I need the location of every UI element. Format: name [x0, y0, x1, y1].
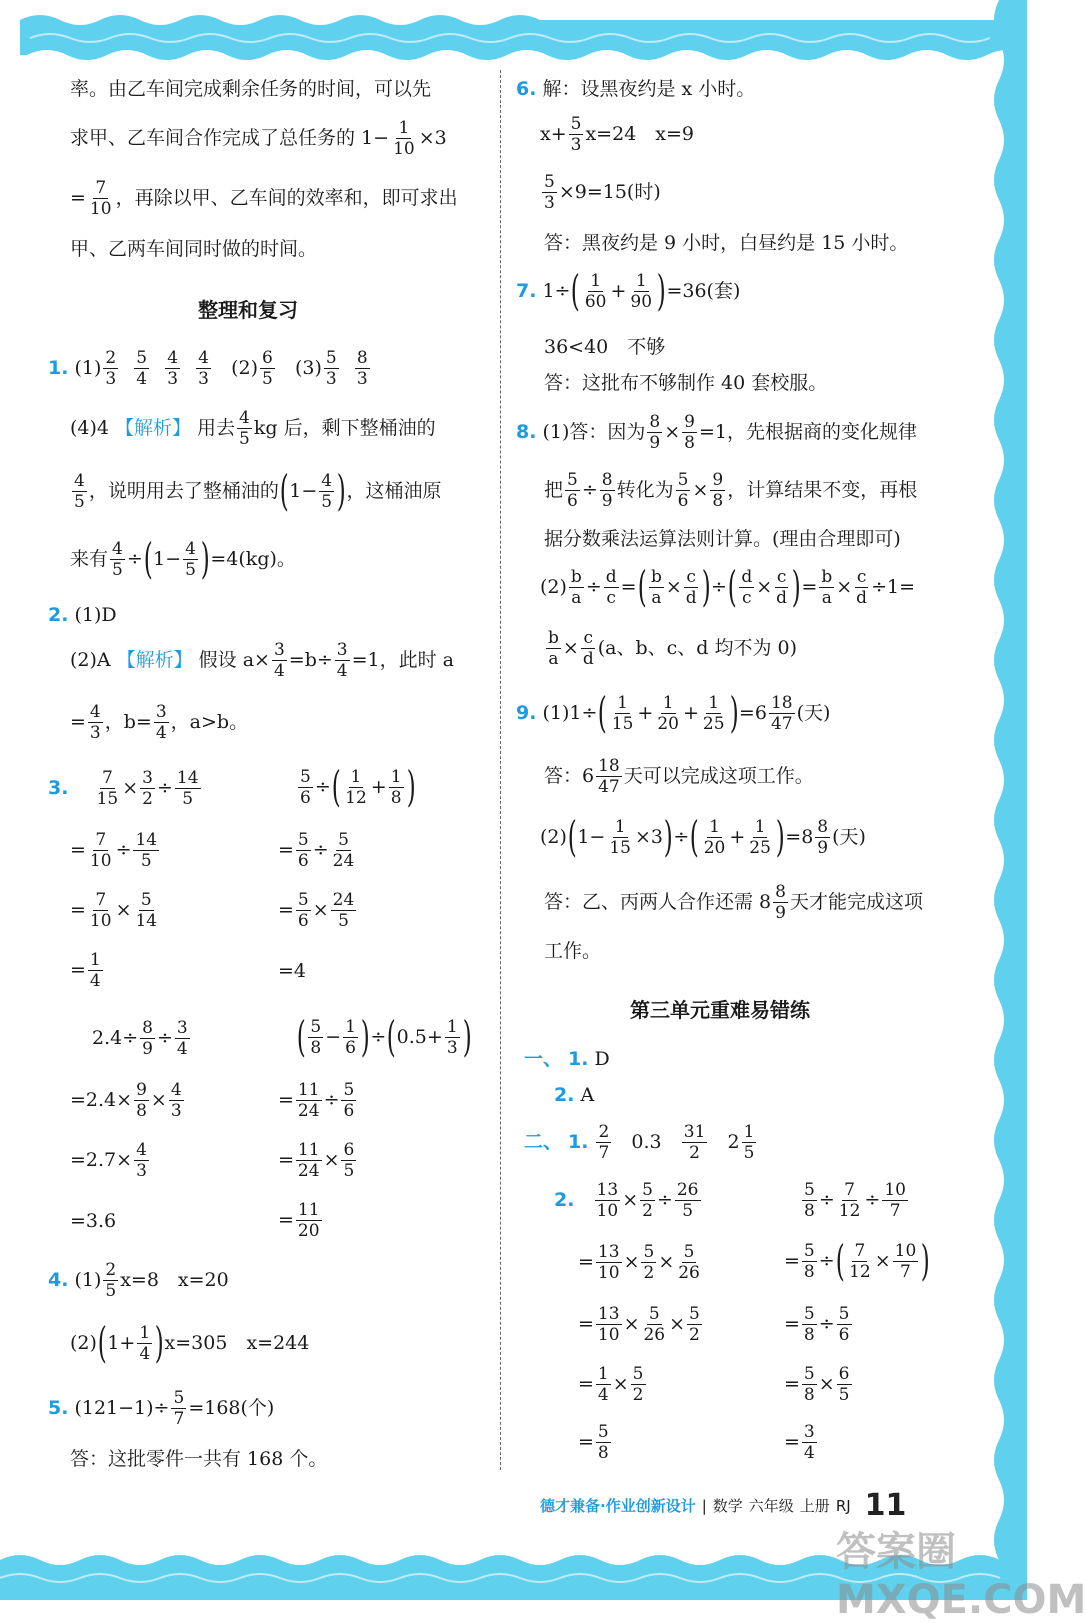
part2-q2-b-line-5: = $\frac{3}{4}$	[784, 1422, 815, 1463]
footer-separator: |	[701, 1496, 707, 1515]
intro-line-3: = $\frac{7}{10}$ ，再除以甲、乙车间的效率和，即可求出	[70, 178, 458, 219]
part2-q2-a-line-2: = $\frac{13}{10}$ × $\frac{5}{2}$ × $\frac{5}{26}$	[578, 1242, 700, 1283]
q7-line-1: 7. 1÷ ( 1 60 + $\frac{1}{90}$ ) =36(套)	[516, 266, 741, 315]
q3-b-line-1: $\frac{5}{6}$ ÷ ( 1 12 + $\frac{1}{8}$ )	[300, 762, 416, 811]
q9-line-1: 9. (1)1÷ ( 1 15 + $\frac{1}{20}$ + $\frac{1}{25}$ ) =6 18 47 (天)	[516, 688, 831, 737]
q3-d-line-2: = $\frac{11}{24}$ ÷ $\frac{5}{6}$	[278, 1080, 355, 1121]
page-footer	[540, 1488, 906, 1523]
q2-line-1: 2. (1)D	[48, 604, 117, 626]
intro-line-4: 甲、乙两车间同时做的时间。	[70, 238, 318, 260]
q1-line-4: 来有 $\frac{4}{5}$ ÷ ( 1− $\frac{4}{5}$ ) =4(kg)。	[70, 534, 296, 583]
q8-line-1: 8. (1)答：因为 $\frac{8}{9}$ × $\frac{9}{8}$ =1，先根据商的变化规律	[516, 412, 917, 453]
q9-line-3: (2) ( 1− $\frac{1}{15}$ ×3 ) ÷ ( 1 20 + $\frac{1}{25}$ ) =8 8 9 (天)	[540, 812, 866, 861]
q3-b-line-3: = $\frac{5}{6}$ × $\frac{24}{5}$	[278, 890, 355, 931]
part2-q1: 二、 1. 2 7 0.3 31 2 2 1 5	[524, 1122, 755, 1163]
q8-line-5: $\frac{b}{a}$ × $\frac{c}{d}$ (a、b、c、d 均不为 0)	[548, 628, 797, 669]
part2-q2-a-line-1: 2. $\frac{13}{10}$ × $\frac{5}{2}$ ÷ $\frac{26}{5}$	[554, 1180, 699, 1221]
q8-line-2: 把 $\frac{5}{6}$ ÷ $\frac{8}{9}$ 转化为 $\frac{5}{6}$ × $\frac{9}{8}$ ，计算结果不变，再根	[544, 470, 918, 511]
footer-subject: 数学	[712, 1497, 743, 1515]
page-number: 11	[864, 1488, 907, 1523]
part2-q2-b-line-4: = $\frac{5}{8}$ × $\frac{6}{5}$	[784, 1364, 850, 1405]
q1-line-3: 4 5 ，说明用去了整桶油的 ( 1− $\frac{4}{5}$ ) ，这桶油原	[74, 466, 442, 515]
q8-line-4: (2) $\frac{b}{a}$ ÷ $\frac{d}{c}$ = ( $\frac{b}{a}$ × $\frac{c}{d}$ ) ÷ ( $\frac{d}{c}$ × $\frac{c}{d}$ ) = $\frac{b}{a}$ × $\frac{c}{d}$ ÷1=	[540, 562, 915, 611]
q6-line-2: x+ $\frac{5}{3}$ x=24 x=9	[540, 114, 695, 155]
q8-line-3: 据分数乘法运算法则计算。(理由合理即可)	[544, 528, 901, 550]
q3-d-line-4: = $\frac{11}{20}$	[278, 1200, 320, 1241]
part2-q2-b-line-3: = $\frac{5}{8}$ ÷ $\frac{5}{6}$	[784, 1304, 850, 1345]
q2-line-2: (2)A 【解析】 假设 a× $\frac{3}{4}$ =b÷ $\frac{3}{4}$ =1，此时 a	[70, 640, 455, 681]
part2-q2-a-line-3: = $\frac{13}{10}$ × $\frac{5}{26}$ × $\frac{5}{2}$	[578, 1304, 700, 1345]
footer-volume: 上册	[799, 1497, 830, 1515]
q1-line-2: (4)4 【解析】 用去 4 5 kg 后，剩下整桶油的	[70, 408, 436, 449]
q9-line-4: 答：乙、丙两人合作还需 8 8 9 天才能完成这项	[544, 882, 923, 923]
part2-q2-b-line-1: $\frac{5}{8}$ ÷ $\frac{7}{12}$ ÷ $\frac{10}{7}$	[804, 1180, 906, 1221]
q7-line-2: 36<40 不够	[544, 336, 666, 358]
q6-line-1: 6. 解：设黑夜约是 x 小时。	[516, 78, 756, 100]
intro-line-2: 求甲、乙车间合作完成了总任务的 1− $\frac{1}{10}$ ×3	[70, 118, 447, 159]
q3-d-line-1: ( 5 8 − $\frac{1}{6}$ ) ÷ ( 0.5+ $\frac{1}{3}$ )	[296, 1012, 472, 1061]
watermark: 答案圈 MXQE.COM	[836, 1529, 1086, 1623]
q4-line-1: 4. (1) 2 5 x=8 x=20	[48, 1260, 229, 1301]
q3-b-line-4: =4	[278, 960, 307, 982]
top-wave-border	[0, 0, 1027, 60]
part2-q2-a-line-4: = $\frac{1}{4}$ × $\frac{5}{2}$	[578, 1364, 644, 1405]
part2-q2-b-line-2: = $\frac{5}{8}$ ÷ ( $\frac{7}{12}$ × $\frac{10}{7}$ )	[784, 1236, 930, 1285]
q3-c-line-4: =3.6	[70, 1210, 117, 1232]
footer-edition: RJ	[835, 1496, 851, 1515]
q3-d-line-3: = $\frac{11}{24}$ × $\frac{6}{5}$	[278, 1140, 355, 1181]
q2-line-3: = $\frac{4}{3}$ ，b= $\frac{3}{4}$ ，a>b。	[70, 702, 249, 743]
q6-line-4: 答：黑夜约是 9 小时，白昼约是 15 小时。	[544, 232, 909, 254]
part1-q2: 2. A	[554, 1084, 595, 1106]
part1-q1: 一、 1. D	[524, 1048, 610, 1070]
q9-line-2: 答：6 18 47 天可以完成这项工作。	[544, 756, 814, 797]
section-title-review: 整理和复习	[198, 298, 298, 322]
intro-line-1: 率。由乙车间完成剩余任务的时间，可以先	[70, 78, 432, 100]
part2-q2-a-line-5: = $\frac{5}{8}$	[578, 1422, 609, 1463]
q6-line-3: $\frac{5}{3}$ ×9=15(时)	[544, 172, 661, 213]
q3-a-line-3: = $\frac{7}{10}$ × $\frac{5}{14}$	[70, 890, 158, 931]
q3-c-line-2: =2.4× $\frac{9}{8}$ × $\frac{4}{3}$	[70, 1080, 182, 1121]
q4-line-2: (2) ( 1+ $\frac{1}{4}$ ) x=305 x=244	[70, 1318, 310, 1367]
q5-line-2: 答：这批零件一共有 168 个。	[70, 1448, 328, 1470]
q3-a-line-1: 3. $\frac{7}{15}$ × $\frac{3}{2}$ ÷ $\frac{14}{5}$	[48, 768, 199, 809]
right-wave-border	[981, 0, 1027, 1600]
q3-a-line-4: = $\frac{1}{4}$	[70, 950, 101, 991]
section-title-unit3: 第三单元重难易错练	[630, 998, 810, 1022]
q7-line-3: 答：这批布不够制作 40 套校服。	[544, 372, 828, 394]
q3-c-line-1: 2.4÷ $\frac{8}{9}$ ÷ $\frac{3}{4}$	[92, 1018, 188, 1059]
footer-brand: 德才兼备·作业创新设计	[540, 1497, 696, 1515]
q9-line-5: 工作。	[544, 940, 602, 962]
q3-c-line-3: =2.7× $\frac{4}{3}$	[70, 1140, 147, 1181]
footer-grade: 六年级	[748, 1497, 794, 1515]
column-divider	[500, 70, 501, 1470]
q5-line-1: 5. (121−1)÷ $\frac{5}{7}$ =168(个)	[48, 1388, 275, 1429]
q1-line-1: 1. (1) 2 3 5 4 4 3 4 3 (2) 6 5 (3) 5 3 8 3	[48, 348, 368, 389]
q3-b-line-2: = $\frac{5}{6}$ ÷ $\frac{5}{24}$	[278, 830, 355, 871]
q3-a-line-2: = $\frac{7}{10}$ ÷ $\frac{14}{5}$	[70, 830, 158, 871]
